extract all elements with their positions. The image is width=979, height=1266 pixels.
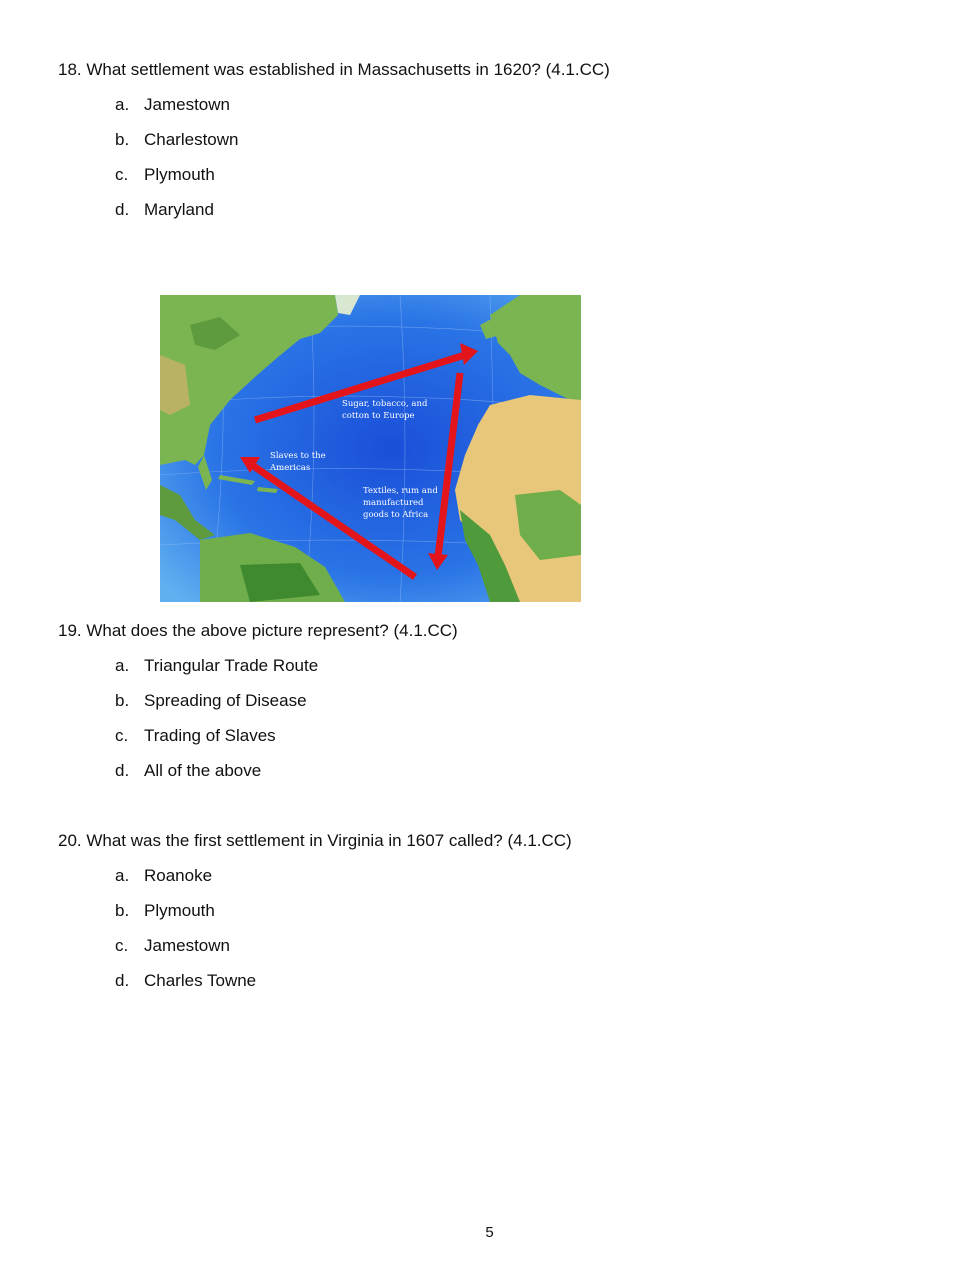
option-letter: c. xyxy=(115,936,129,955)
option-text: Plymouth xyxy=(144,901,215,920)
question-20: 20. What was the first settlement in Virginia in 1607 called? (4.1.CC) xyxy=(58,831,572,850)
option-text: Trading of Slaves xyxy=(144,726,276,745)
option-letter: d. xyxy=(115,200,130,219)
option-text: Charles Towne xyxy=(144,971,257,990)
option-letter: a. xyxy=(115,866,130,885)
label-sugar-to-europe: Sugar, tobacco, and cotton to Europe xyxy=(342,399,428,421)
question-19: 19. What does the above picture represent? (4.1.CC) xyxy=(58,621,458,640)
option-letter: c. xyxy=(115,726,129,745)
option-letter: b. xyxy=(115,691,130,710)
question-18-option-b[interactable] xyxy=(115,130,239,150)
question-18-option-d[interactable] xyxy=(115,200,214,220)
label-textiles-to-africa: Textiles, rum and manufactured goods to Africa xyxy=(363,486,438,520)
option-text: Spreading of Disease xyxy=(144,691,307,710)
option-text: Roanoke xyxy=(144,866,213,885)
question-19-option-d[interactable] xyxy=(115,761,261,781)
option-text: Maryland xyxy=(144,200,214,219)
option-letter: d. xyxy=(115,971,130,990)
option-letter: b. xyxy=(115,901,130,920)
question-19-option-b[interactable] xyxy=(115,691,307,711)
question-20-option-a[interactable] xyxy=(115,866,212,886)
map-graphic xyxy=(160,295,581,602)
option-text: Jamestown xyxy=(144,95,230,114)
option-text: Jamestown xyxy=(144,936,230,955)
option-letter: b. xyxy=(115,130,130,149)
question-20-option-d[interactable] xyxy=(115,971,256,991)
label-slaves-to-americas: Slaves to the Americas xyxy=(270,451,326,473)
page-number: 5 xyxy=(485,1224,494,1241)
option-text: Triangular Trade Route xyxy=(144,656,319,675)
option-text: Charlestown xyxy=(144,130,239,149)
option-text: Plymouth xyxy=(144,165,215,184)
question-20-option-c[interactable] xyxy=(115,936,230,956)
question-20-option-b[interactable] xyxy=(115,901,215,921)
option-letter: d. xyxy=(115,761,130,780)
question-19-option-c[interactable] xyxy=(115,726,276,746)
option-letter: c. xyxy=(115,165,129,184)
option-text: All of the above xyxy=(144,761,262,780)
question-18-option-c[interactable] xyxy=(115,165,215,185)
option-letter: a. xyxy=(115,95,130,114)
question-18-option-a[interactable] xyxy=(115,95,230,115)
question-19-option-a[interactable] xyxy=(115,656,318,676)
option-letter: a. xyxy=(115,656,130,675)
question-18: 18. What settlement was established in Massachusetts in 1620? (4.1.CC) xyxy=(58,60,610,79)
triangular-trade-map xyxy=(160,295,581,602)
